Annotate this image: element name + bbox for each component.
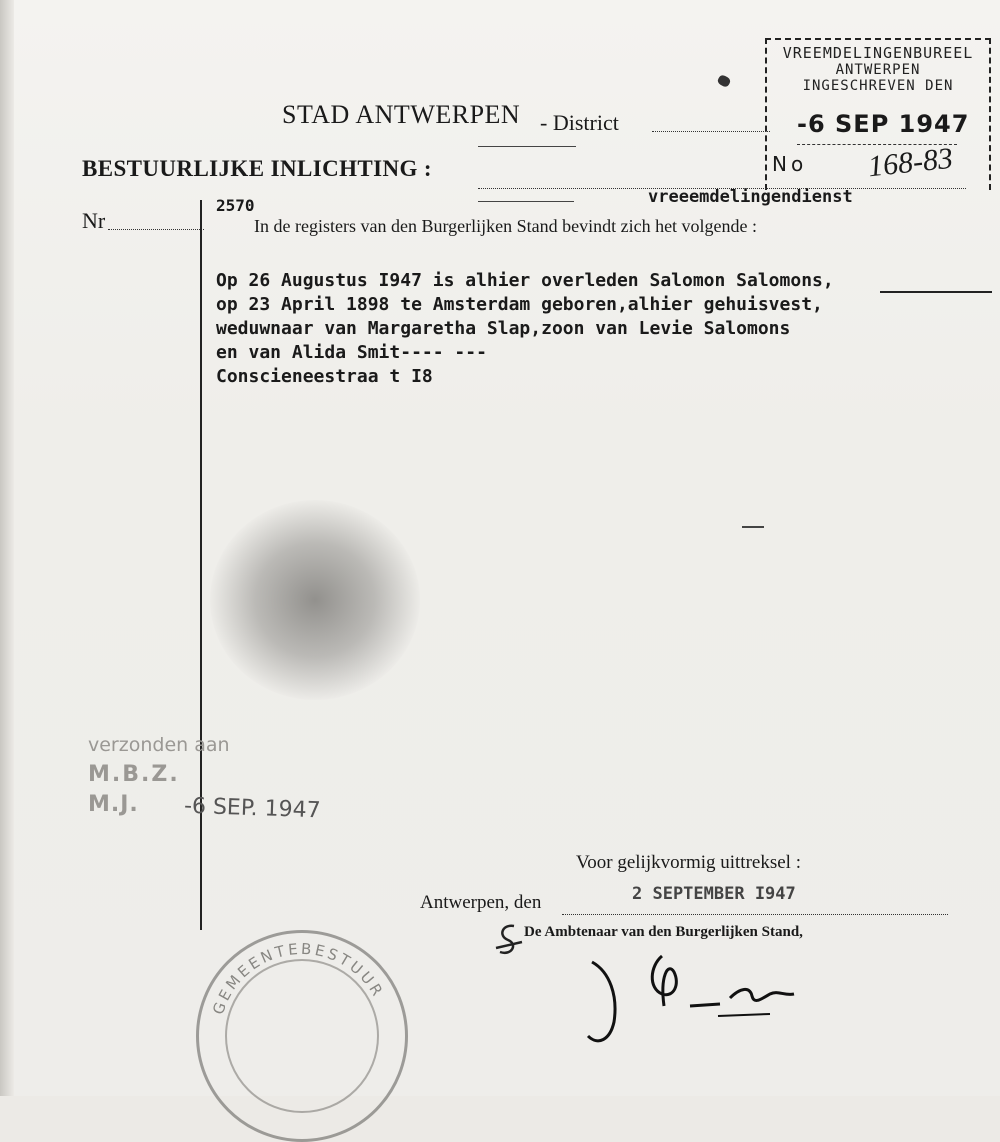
date-dotted-line xyxy=(562,914,948,915)
page-edge-shadow xyxy=(0,0,14,1096)
stamp-line-1: VREEMDELINGENBUREEL xyxy=(782,44,974,62)
svg-text:GEMEENTEBESTUUR: GEMEENTEBESTUUR xyxy=(209,939,388,1017)
sent-label: verzonden aan xyxy=(88,734,230,756)
record-line-3: weduwnaar van Margaretha Slap,zoon van Levie Salomons xyxy=(216,318,791,339)
sent-line-1: M.B.Z. xyxy=(88,762,180,787)
stamp-no-label: No xyxy=(772,152,808,176)
record-number: 2570 xyxy=(216,196,255,215)
service-name: vreeemdelingendienst xyxy=(648,187,853,207)
record-line-2: op 23 April 1898 te Amsterdam geboren,alhier gehuisvest, xyxy=(216,294,823,315)
place-label: Antwerpen, den xyxy=(420,892,542,913)
sent-date: -6 SEP. 1947 xyxy=(183,793,322,824)
issue-date: 2 SEPTEMBER I947 xyxy=(632,884,796,904)
margin-rule xyxy=(200,200,202,930)
official-title: De Ambtenaar van den Burgerlijken Stand, xyxy=(524,924,803,940)
heading-rule xyxy=(478,146,576,147)
record-line-5: Conscieneestraa t I8 xyxy=(216,366,433,387)
stamp-line-2: ANTWERPEN xyxy=(835,62,921,78)
title-rule xyxy=(478,201,574,202)
city-heading: STAD ANTWERPEN xyxy=(282,100,521,129)
district-label: - District xyxy=(540,110,619,135)
stamp-date: -6 SEP 1947 xyxy=(797,110,970,138)
record-number-dotted-line xyxy=(108,229,204,230)
ink-smudge xyxy=(210,500,420,700)
record-number-label: Nr xyxy=(82,208,106,233)
stamp-line-3: INGESCHREVEN DEN xyxy=(802,78,954,94)
name-underline xyxy=(880,291,992,293)
document-title: BESTUURLIJKE INLICHTING : xyxy=(82,156,432,181)
district-dotted-line xyxy=(652,131,770,132)
title-dotted-line xyxy=(478,188,966,189)
sent-line-2: M.J. xyxy=(88,792,139,817)
conform-text: Voor gelijkvormig uittreksel : xyxy=(576,852,801,873)
ink-dash xyxy=(742,526,764,528)
paraph-mark xyxy=(492,922,526,964)
signature xyxy=(570,944,810,1054)
stamp-no-value: 168-83 xyxy=(866,141,955,184)
ink-mark xyxy=(716,74,731,89)
seal-lettering xyxy=(196,930,408,1096)
record-line-1: Op 26 Augustus I947 is alhier overleden Salomon Salomons, xyxy=(216,270,834,291)
record-intro: In de registers van den Burgerlijken Stand bevindt zich het volgende : xyxy=(254,216,758,236)
record-line-4: en van Alida Smit---- --- xyxy=(216,342,487,363)
